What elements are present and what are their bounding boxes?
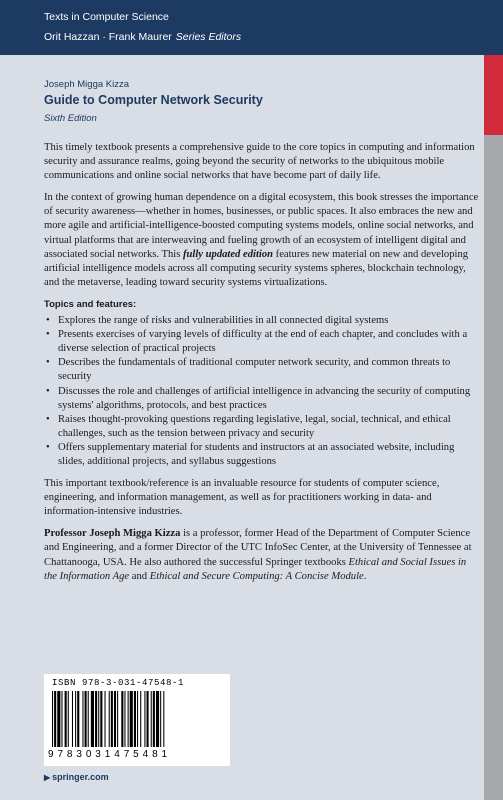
barcode-bars [52, 691, 222, 747]
barcode-bar [57, 691, 60, 747]
barcode-bar [130, 691, 133, 747]
spine-color-bar [484, 55, 503, 800]
topic-item: • Explores the range of risks and vulnerabilities in all connected digital systems [44, 314, 480, 328]
barcode-bar [91, 691, 94, 747]
barcode-bar [61, 691, 62, 747]
barcode-bar [98, 691, 99, 747]
spine-gray-bar [484, 135, 503, 800]
isbn-barcode [44, 674, 230, 766]
barcode-bar [105, 691, 106, 747]
barcode-bar [163, 691, 164, 747]
series-header-band [0, 0, 503, 55]
topic-item: • Discusses the role and challenges of artificial intelligence in advancing the security of computing systems' algorithms, protocols, and best practices [44, 385, 480, 413]
barcode-bar [151, 691, 152, 747]
editors-role: Series Editors [175, 31, 242, 43]
intro-paragraph: This timely textbook presents a comprehensive guide to the core topics in computing and information security and assurance realms, going beyond the security of networks to the ubiquitous mobile communications and online social networks that have become part of daily life. [44, 142, 475, 182]
barcode-bar [156, 691, 159, 747]
barcode-bar [109, 691, 110, 747]
barcode-bar [134, 691, 136, 747]
barcode-bar [128, 691, 129, 747]
barcode-bar [117, 691, 118, 747]
publisher-site: springer.com [52, 772, 109, 782]
context-text-2: features new material on new and developing artificial intelligence models across all computing security systems spheres, blockchain technology, and the metaverse, leading toward security systems virtualizations. [44, 248, 469, 288]
barcode-bar [85, 691, 87, 747]
topic-item: • Describes the fundamentals of traditional computer network security, and common threats to security [44, 356, 480, 384]
bio-and: and [129, 570, 150, 582]
bio-book-2: Ethical and Secure Computing: A Concise Module [149, 570, 364, 582]
audience-paragraph: This important textbook/reference is an invaluable resource for students of computer science, engineering, and information management, as well as for practitioners working in data- and information-intensive industries. [44, 478, 440, 518]
editors-names: Orit Hazzan · Frank Maurer [44, 31, 172, 43]
barcode-bar [68, 691, 69, 747]
barcode-bar [88, 691, 89, 747]
barcode-bar [140, 691, 141, 747]
barcode-bar [147, 691, 149, 747]
barcode-bar [72, 691, 73, 747]
barcode-bar [144, 691, 145, 747]
author-bio [44, 527, 480, 583]
barcode-digits: 9783031475481 [48, 749, 171, 760]
barcode-bar [124, 691, 125, 747]
topic-item: • Presents exercises of varying levels of difficulty at the end of each chapter, and concludes with a diverse selection of practical projects [44, 328, 480, 356]
barcode-bar [65, 691, 67, 747]
barcode-bar [153, 691, 155, 747]
barcode-bar [121, 691, 123, 747]
bio-end: . [363, 570, 367, 582]
blurb-body [44, 141, 480, 592]
barcode-bar [75, 691, 76, 747]
isbn-label: ISBN 978-3-031-47548-1 [52, 678, 185, 688]
barcode-bar [114, 691, 116, 747]
barcode-bar [77, 691, 79, 747]
topic-item: • Raises thought-provoking questions regarding legislative, legal, social, technical, and ethical challenges, such as the tension between privacy and security [44, 413, 480, 441]
series-editors [44, 31, 241, 43]
barcode-bar [137, 691, 138, 747]
publisher-link[interactable] [44, 772, 109, 782]
bio-name: Professor Joseph Migga Kizza [44, 528, 181, 540]
barcode-bar [52, 691, 53, 747]
barcode-bar [100, 691, 102, 747]
context-paragraph [44, 191, 480, 290]
topics-heading: Topics and features: [44, 298, 137, 310]
barcode-bar [160, 691, 161, 747]
author-name: Joseph Migga Kizza [44, 79, 130, 90]
context-text-1: In the context of growing human dependence on a digital ecosystem, this book stresses the importance of security awareness—whether in homes, businesses, or public spaces. It also embraces the new and more agile and artificial-intelligence-boosted computing systems models, online social networks, and virtual platforms that are interweaving and fueling growth of an ecosystem of intelligent digital and associated social networks. This [44, 192, 479, 260]
topics-list [44, 314, 480, 469]
topic-item: • Offers supplementary material for students and instructors at an associated website, including slides, additional projects, and syllabus suggestions [44, 441, 480, 469]
barcode-bar [111, 691, 113, 747]
edition-label: Sixth Edition [44, 113, 97, 124]
barcode-bar [54, 691, 56, 747]
emphasis-text: fully updated edition [182, 248, 274, 260]
bio-book-1: Ethical and Social Issues in the Information Age [44, 556, 467, 582]
book-title: Guide to Computer Network Security [44, 93, 263, 107]
arrow-right-icon: ▶ [44, 773, 51, 782]
barcode-bar [95, 691, 97, 747]
series-title: Texts in Computer Science [44, 11, 169, 23]
bio-text-1: is a professor, former Head of the Department of Computer Science and Engineering, and a former Director of the UTC InfoSec Center, at the University of Tennessee at Chattanooga, USA. He also authored the successful Springer textbooks [44, 528, 472, 568]
barcode-bar [82, 691, 83, 747]
